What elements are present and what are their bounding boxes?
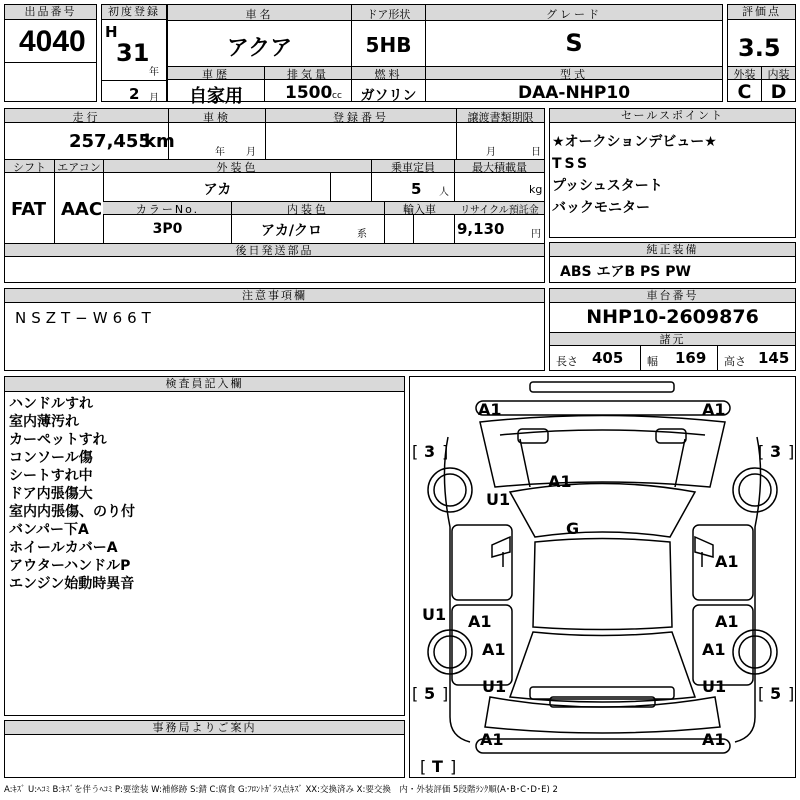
mark-trunk: T — [432, 757, 443, 776]
exterior-label: 外装 — [733, 68, 756, 81]
import-label: 輸入車 — [403, 203, 436, 216]
interior-label: 内装 — [767, 68, 790, 81]
load-unit: kg — [529, 183, 543, 196]
inspector-item: バンパー下A — [9, 522, 89, 538]
detail-box — [4, 108, 545, 283]
length: 405 — [592, 349, 624, 367]
svg-text:]: ] — [450, 757, 457, 776]
mark-a1-door-right-rear: A1 — [715, 612, 739, 631]
car-name-label: 車名 — [245, 8, 274, 21]
mark-g-glass: G — [566, 519, 580, 538]
notes-box — [4, 288, 545, 371]
first-reg-box — [101, 4, 167, 102]
svg-text:]: ] — [442, 684, 449, 703]
mark-a1-front-right: A1 — [702, 400, 726, 419]
mark-a1-front-left: A1 — [478, 400, 502, 419]
inspection-label: 車検 — [203, 111, 231, 124]
legend: A:ｷｽﾞ U:ﾍｺﾐ B:ｷｽﾞを伴うﾍｺﾐ P:要塗装 W:補修跡 S:錆 C:腐食 G:ﾌﾛﾝﾄｶﾞﾗｽ点ｷｽﾞ XX:交換済み X:要交換 内・外装評価 5段階ﾗﾝｸ順(A･B･C･D･E) 2 — [4, 785, 558, 795]
shift: FAT — [11, 199, 47, 220]
svg-text:[: [ — [758, 684, 765, 703]
lot-box — [4, 4, 97, 102]
sales-point-label: セールスポイント — [550, 109, 795, 123]
inspector-item: エンジン始動時異音 — [9, 576, 135, 592]
mark-u1-rear-left: U1 — [422, 605, 447, 624]
chassis-box — [549, 288, 796, 371]
chassis-number: NHP10-2609876 — [586, 306, 759, 328]
lot-label: 出品番号 — [5, 5, 96, 20]
transfer-day-unit: 日 — [531, 147, 541, 158]
svg-text:[: [ — [412, 684, 419, 703]
color-label: 外装色 — [216, 161, 259, 174]
fuel-label: 燃料 — [374, 68, 403, 81]
mark-tire5-left: 5 — [424, 684, 436, 703]
svg-text:]: ] — [788, 442, 795, 461]
inspector-item: ハンドルすれ — [9, 396, 93, 412]
shift-label: シフト — [13, 161, 46, 174]
mark-a1-rear-right: A1 — [702, 640, 726, 659]
regno-label: 登録番号 — [333, 111, 389, 124]
height-label: 高さ — [724, 355, 746, 368]
svg-text:[: [ — [420, 757, 427, 776]
grade-label: グレード — [546, 8, 602, 21]
inspector-item: ドア内張傷大 — [9, 486, 93, 502]
inspector-box — [4, 376, 405, 716]
reg-year: 31 — [116, 39, 150, 67]
mark-a1-door-right: A1 — [715, 552, 739, 571]
capacity-label: 乗車定員 — [391, 161, 435, 174]
history: 自家用 — [189, 86, 243, 107]
displacement-label: 排気量 — [287, 68, 329, 81]
fuel: ガソリン — [360, 88, 417, 104]
equipment-value: ABS エアB PS PW — [560, 264, 691, 280]
inspector-list — [9, 395, 135, 593]
score-box — [727, 4, 796, 102]
car-info-box — [167, 4, 723, 107]
first-reg-label: 初度登録 — [102, 5, 166, 20]
history-label: 車歴 — [202, 68, 230, 81]
sales-point-item: バックモニター — [552, 200, 650, 216]
equipment-label: 純正装備 — [550, 243, 795, 257]
capacity: 5 — [411, 180, 422, 198]
exterior-grade: C — [737, 81, 752, 103]
sales-point-item: ★オークションデビュー★ — [552, 134, 717, 150]
year-unit: 年 — [149, 67, 159, 78]
inspection-year-unit: 年 — [215, 147, 225, 158]
office-box — [4, 720, 405, 778]
sales-point-list — [552, 131, 717, 219]
mark-a1-back-left: A1 — [480, 730, 504, 749]
mark-a1-rear-left: A1 — [482, 640, 506, 659]
equipment-box — [549, 242, 796, 283]
transfer-label: 譲渡書類期限 — [467, 111, 534, 124]
inspector-label: 検査員記入欄 — [5, 377, 404, 392]
transfer-month-unit: 月 — [486, 147, 496, 158]
sales-point-box — [549, 108, 796, 238]
sales-point-item: TSS — [552, 156, 591, 172]
exterior-color: アカ — [203, 182, 232, 198]
recycle-label: リサイクル預託金 — [460, 205, 539, 216]
load-label: 最大積載量 — [472, 161, 527, 174]
mark-a1-door-left: A1 — [468, 612, 492, 631]
interior-color: アカ/クロ — [261, 223, 322, 239]
office-label: 事務局よりご案内 — [5, 721, 404, 735]
car-diagram-box — [409, 376, 796, 778]
mark-a1-back-right: A1 — [702, 730, 726, 749]
lot-number: 4040 — [19, 25, 86, 58]
inspector-item: 室内薄汚れ — [9, 414, 79, 430]
height: 145 — [758, 349, 790, 367]
model-label: 型式 — [560, 68, 588, 81]
mileage: 257,455 — [69, 131, 151, 152]
width-label: 幅 — [647, 355, 658, 368]
model: DAA-NHP10 — [517, 83, 631, 103]
color-no: 3P0 — [152, 221, 183, 237]
tire-left-front-bracket: [ — [412, 442, 419, 461]
chassis-label: 車台番号 — [550, 289, 795, 303]
door-label: ドア形状 — [366, 8, 411, 21]
capacity-unit: 人 — [439, 187, 449, 198]
grade: S — [565, 29, 583, 57]
width: 169 — [675, 349, 707, 367]
car-diagram — [410, 377, 795, 777]
recycle-unit: 円 — [531, 229, 541, 240]
month-unit: 月 — [149, 93, 159, 104]
notes-value: NSZT−W66T — [15, 309, 156, 327]
mileage-label: 走行 — [72, 111, 101, 124]
displacement: 1500 — [285, 83, 333, 103]
length-label: 長さ — [556, 355, 578, 368]
interior-grade: D — [770, 81, 787, 103]
inspector-item: 室内内張傷、のり付 — [9, 504, 135, 520]
dims-label: 諸元 — [550, 332, 795, 346]
mileage-unit: km — [144, 131, 175, 152]
inspector-item: アウターハンドルP — [9, 558, 131, 574]
mark-tire3-left: 3 — [424, 442, 436, 461]
mark-u1-rear-left-lower: U1 — [482, 677, 507, 696]
ac-label: エアコン — [57, 161, 101, 174]
mark-tire5-right: 5 — [770, 684, 782, 703]
score-label: 評価点 — [728, 5, 795, 20]
later-parts-label: 後日発送部品 — [5, 243, 544, 257]
notes-label: 注意事項欄 — [5, 289, 544, 303]
door-type: 5HB — [365, 33, 412, 57]
displacement-unit: cc — [332, 91, 342, 101]
int-color-label: 内装色 — [287, 203, 329, 216]
reg-month: 2 — [129, 85, 140, 103]
recycle: 9,130 — [457, 220, 505, 238]
ac: AAC — [61, 199, 103, 220]
mark-tire3-right: 3 — [770, 442, 782, 461]
svg-text:]: ] — [788, 684, 795, 703]
sales-point-item: プッシュスタート — [552, 178, 663, 194]
color-no-label: カラーNo. — [135, 203, 200, 216]
inspection-month-unit: 月 — [246, 147, 256, 158]
score: 3.5 — [738, 34, 781, 62]
inspector-item: カーペットすれ — [9, 432, 107, 448]
svg-text:[: [ — [758, 442, 765, 461]
interior-color-suffix: 系 — [357, 229, 367, 240]
inspector-item: シートすれ中 — [9, 468, 93, 484]
mark-a1-hood: A1 — [548, 472, 572, 491]
svg-text:]: ] — [442, 442, 449, 461]
car-name: アクア — [226, 36, 293, 61]
mark-u1-fender: U1 — [486, 490, 511, 509]
inspector-item: ホイールカバーA — [9, 540, 118, 556]
mark-u1-rear-right-lower: U1 — [702, 677, 727, 696]
era: H — [105, 23, 118, 41]
inspector-item: コンソール傷 — [9, 450, 93, 466]
